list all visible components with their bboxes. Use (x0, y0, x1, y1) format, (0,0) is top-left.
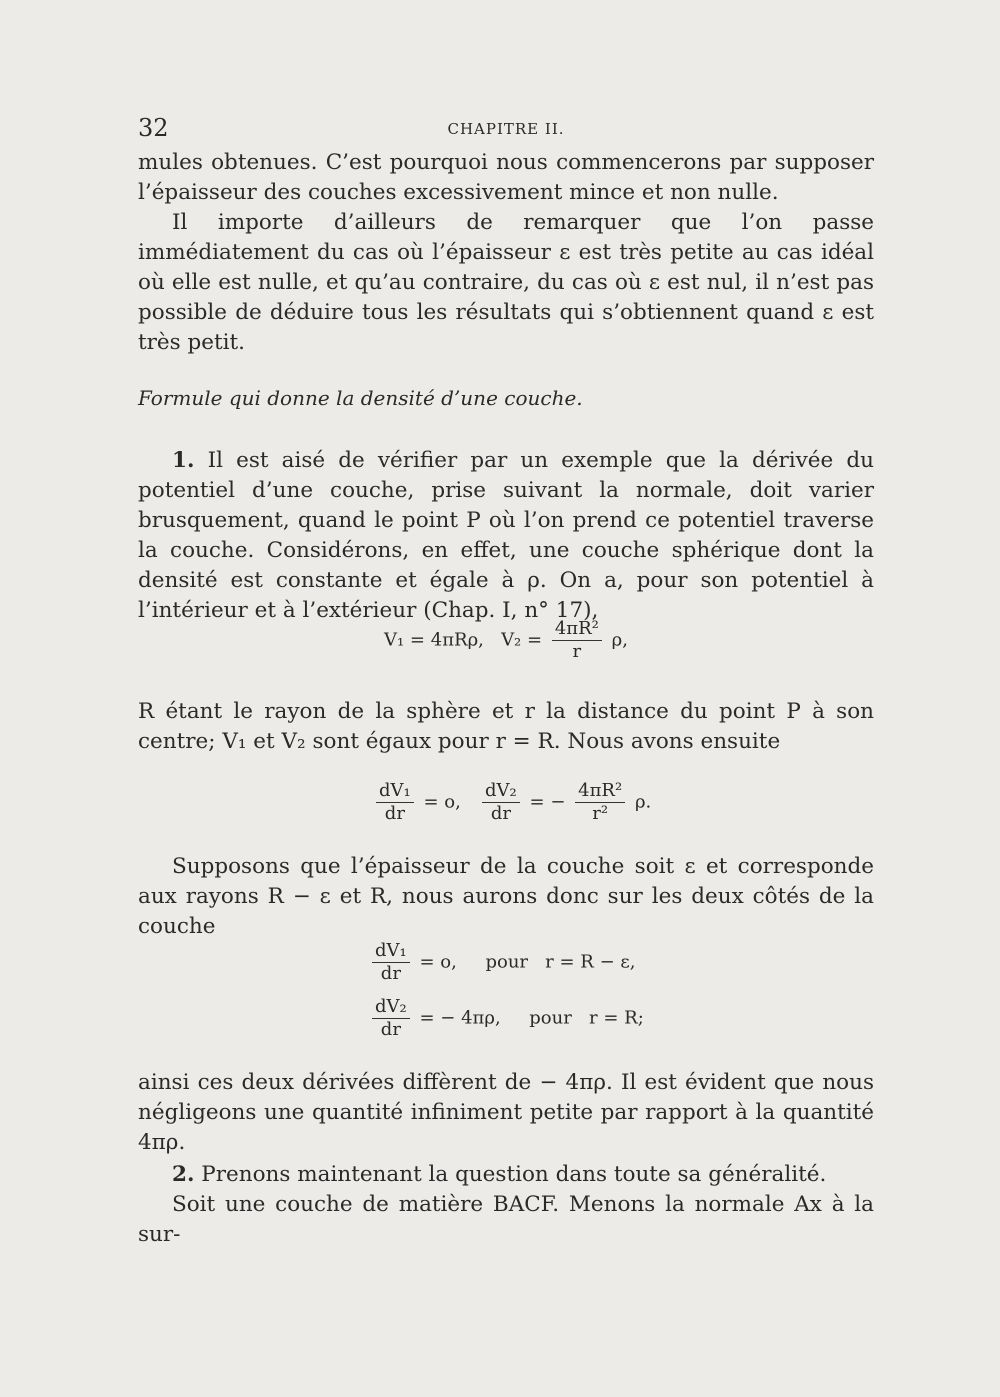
paragraph: Supposons que l’épaisseur de la couche soit ε et corresponde aux rayons R − ε et R, nous aurons donc sur les deux côtés de la couche (138, 854, 874, 939)
equation-part: ρ. (634, 791, 652, 813)
fraction-numerator: dV₁ (372, 940, 410, 963)
paragraph (138, 1160, 874, 1190)
fraction-denominator: r (572, 641, 582, 662)
fraction-denominator: r² (592, 803, 609, 824)
article-text: Il est aisé de vérifier par un exemple que la dérivée du potentiel d’une couche, prise suivant la normale, doit varier brusquement, quand le point P où l’on prend ce potentiel traverse la couche. Considérons, en effet, une couche sphérique dont la densité est constante et égale à ρ. On a, pour son potentiel à l’intérieur et à l’extérieur (Chap. I, n° 17), (138, 448, 874, 623)
fraction-numerator: 4πR² (552, 618, 602, 641)
fraction (372, 940, 410, 985)
fraction-numerator: dV₁ (376, 780, 414, 803)
equation-part: ρ, (611, 629, 628, 651)
paragraph-block (138, 697, 874, 757)
fraction (575, 780, 625, 825)
page-header (138, 114, 874, 150)
paragraph-continued: mules obtenues. C’est pourquoi nous commencerons par supposer l’épaisseur des couches excessivement mince et non nulle. (138, 150, 874, 205)
article-1 (138, 446, 874, 626)
page-number: 32 (138, 114, 169, 142)
paragraph: Soit une couche de matière BACF. Menons la normale Ax à la sur- (138, 1192, 874, 1247)
fraction-denominator: dr (380, 1019, 401, 1040)
equation-part: = o, (423, 791, 461, 813)
fraction (372, 996, 410, 1041)
fraction-denominator: dr (380, 963, 401, 984)
section-heading: Formule qui donne la densité d’une couche. (138, 386, 583, 410)
equation-part: = o, pour r = R − ε, (419, 951, 636, 973)
fraction (552, 618, 602, 663)
paragraph: ainsi ces deux dérivées diffèrent de − 4πρ. Il est évident que nous négligeons une quantité infiniment petite par rapport à la quantité 4πρ. (138, 1070, 874, 1155)
fraction-denominator: dr (384, 803, 405, 824)
equation-derivatives (372, 780, 651, 825)
article-number: 1. (172, 448, 195, 473)
equation-row-2 (368, 996, 644, 1041)
equation-part: = − (529, 791, 566, 813)
equation-row-1 (368, 940, 635, 985)
paragraph-block (138, 1068, 874, 1158)
equation-part: V₁ = 4πRρ, (384, 629, 484, 651)
equation-part: = − 4πρ, pour r = R; (419, 1007, 644, 1029)
fraction-denominator: dr (490, 803, 511, 824)
fraction-numerator: dV₂ (372, 996, 410, 1019)
article-2 (138, 1160, 874, 1250)
section-heading-block (138, 383, 874, 413)
fraction-numerator: 4πR² (575, 780, 625, 803)
fraction (376, 780, 414, 825)
equation-part: V₂ = (501, 629, 543, 651)
article-text: Prenons maintenant la question dans toute sa généralité. (201, 1162, 827, 1187)
chapter-title: CHAPITRE II. (447, 120, 565, 138)
fraction-numerator: dV₂ (482, 780, 520, 803)
paragraph: R étant le rayon de la sphère et r la distance du point P à son centre; V₁ et V₂ sont égaux pour r = R. Nous avons ensuite (138, 699, 874, 754)
paragraph: Il importe d’ailleurs de remarquer que l’on passe immédiatement du cas où l’épaisseur ε est très petite au cas idéal où elle est nulle, et qu’au contraire, du cas où ε est nul, il n’est pas possible de déduire tous les résultats qui s’obtiennent quand ε est très petit. (138, 210, 874, 355)
paragraph-block (138, 852, 874, 942)
equation-potential (384, 618, 628, 663)
article-number: 2. (172, 1162, 195, 1187)
intro-block (138, 148, 874, 358)
paragraph (138, 446, 874, 626)
fraction (482, 780, 520, 825)
